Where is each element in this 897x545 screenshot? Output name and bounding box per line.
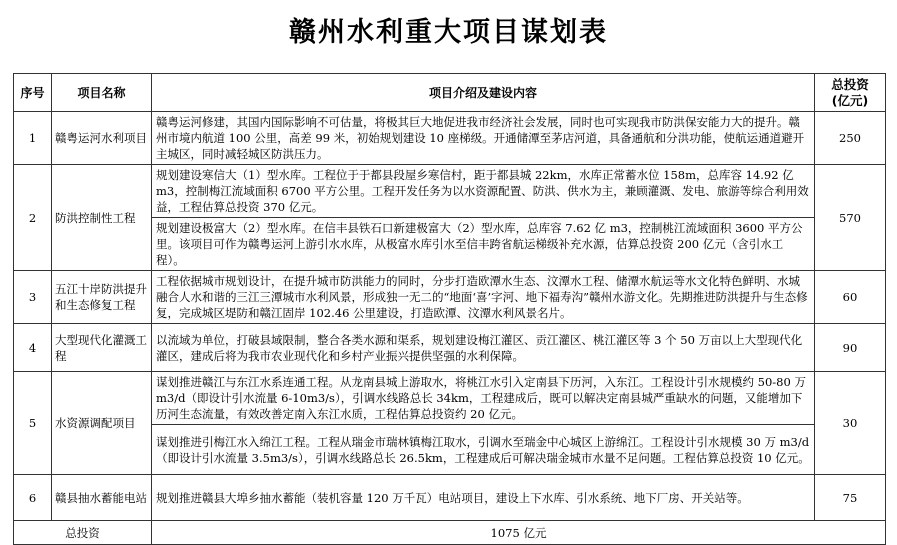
row-seq: 6 bbox=[14, 475, 52, 521]
table-row bbox=[14, 475, 886, 521]
header-row bbox=[14, 74, 886, 112]
row-desc: 谋划推进赣江与东江水系连通工程。从龙南县城上游取水，将桃江水引入定南县下历河，入东江。工程设计引水规模约 50-80 万 m3/d（即设计引水流量 6-10m3/s），引调水线路总长 34km，工程建成后，既可以解决定南县城严重缺水的问题，又能增加下历河生态流量，有效改善定南入东江水质，工程估算总投资约 20 亿元。 bbox=[152, 372, 815, 425]
table-row bbox=[14, 271, 886, 324]
row-name: 水资源调配项目 bbox=[52, 372, 152, 475]
row-desc: 赣粤运河修建，其国内国际影响不可估量，将极其巨大地促进我市经济社会发展，同时也可实现我市防洪保安能力大的提升。赣州市境内航道 100 公里，高差 99 米，初始规划建设 10 座梯级。开通储潭至茅店河道，具备通航和分洪功能，使航运通道避开主城区，同时减轻城区防洪压力。 bbox=[152, 112, 815, 165]
row-seq: 4 bbox=[14, 324, 52, 372]
header-invest-line1: 总投资 bbox=[831, 76, 869, 92]
row-name: 大型现代化灌溉工程 bbox=[52, 324, 152, 372]
row-invest: 60 bbox=[815, 271, 886, 324]
row-invest: 90 bbox=[815, 324, 886, 372]
row-name: 赣县抽水蓄能电站 bbox=[52, 475, 152, 521]
total-label: 总投资 bbox=[14, 521, 152, 545]
row-desc: 规划建设寒信大（1）型水库。工程位于于都县段屋乡寒信村，距于都县城 22km，水库正常蓄水位 158m，总库容 14.92 亿 m3，控制梅江流域面积 6700 平方公里。工程开发任务为以水资源配置、防洪、供水为主，兼顾灌溉、发电、旅游等综合利用效益，工程估算总投资 370 亿元。 bbox=[152, 165, 815, 218]
row-seq: 3 bbox=[14, 271, 52, 324]
row-seq: 1 bbox=[14, 112, 52, 165]
table-row bbox=[14, 112, 886, 165]
row-invest: 570 bbox=[815, 165, 886, 271]
row-invest: 75 bbox=[815, 475, 886, 521]
project-table bbox=[13, 73, 886, 545]
row-seq: 2 bbox=[14, 165, 52, 271]
row-desc: 规划推进赣县大埠乡抽水蓄能（装机容量 120 万千瓦）电站项目，建设上下水库、引水系统、地下厂房、开关站等。 bbox=[152, 475, 815, 521]
total-value: 1075 亿元 bbox=[152, 521, 886, 545]
row-invest: 250 bbox=[815, 112, 886, 165]
row-invest: 30 bbox=[815, 372, 886, 475]
header-invest bbox=[815, 74, 886, 112]
row-desc: 工程依据城市规划设计，在提升城市防洪能力的同时，分步打造欧潭水生态、汶潭水工程、储潭水航运等水文化特色鲜明、水城融合人水和谐的三江三潭城市水利风景，形成独一无二的“地面‘喜’字河、地下福寿沟”赣州水游文化。先期推进防洪提升与生态修复，完成城区堤防和赣江固岸 102.46 公里建设，打造欧潭、汶潭水利风景名片。 bbox=[152, 271, 815, 324]
row-name: 赣粤运河水利项目 bbox=[52, 112, 152, 165]
header-invest-line2: (亿元) bbox=[831, 92, 869, 108]
row-name: 五江十岸防洪提升和生态修复工程 bbox=[52, 271, 152, 324]
row-name: 防洪控制性工程 bbox=[52, 165, 152, 271]
row-desc: 以流域为单位，打破县域限制，整合各类水源和渠系，规划建设梅江灌区、贡江灌区、桃江灌区等 3 个 50 万亩以上大型现代化灌区，建成后将为我市农业现代化和乡村产业振兴提供坚强的水利保障。 bbox=[152, 324, 815, 372]
table-row bbox=[14, 324, 886, 372]
total-row bbox=[14, 521, 886, 545]
row-desc: 谋划推进引梅江水入绵江工程。工程从瑞金市瑞林镇梅江取水，引调水至瑞金中心城区上游绵江。工程设计引水规模 30 万 m3/d（即设计引水流量 3.5m3/s），引调水线路总长 26.5km，工程建成后可解决瑞金城市水量不足问题。工程估算总投资 10 亿元。 bbox=[152, 425, 815, 475]
header-seq: 序号 bbox=[14, 74, 52, 112]
row-desc: 规划建设极富大（2）型水库。在信丰县铁石口新建极富大（2）型水库，总库容 7.62 亿 m3，控制桃江流域面积 3600 平方公里。该项目可作为赣粤运河上游引水水库，从极富水库引水至信丰跨省航运梯级补充水源，估算总投资 200 亿元（含引水工程）。 bbox=[152, 218, 815, 271]
table-row bbox=[14, 372, 886, 425]
header-desc: 项目介绍及建设内容 bbox=[152, 74, 815, 112]
row-seq: 5 bbox=[14, 372, 52, 475]
table-row bbox=[14, 165, 886, 218]
header-name: 项目名称 bbox=[52, 74, 152, 112]
page-title: 赣州水利重大项目谋划表 bbox=[289, 17, 608, 48]
